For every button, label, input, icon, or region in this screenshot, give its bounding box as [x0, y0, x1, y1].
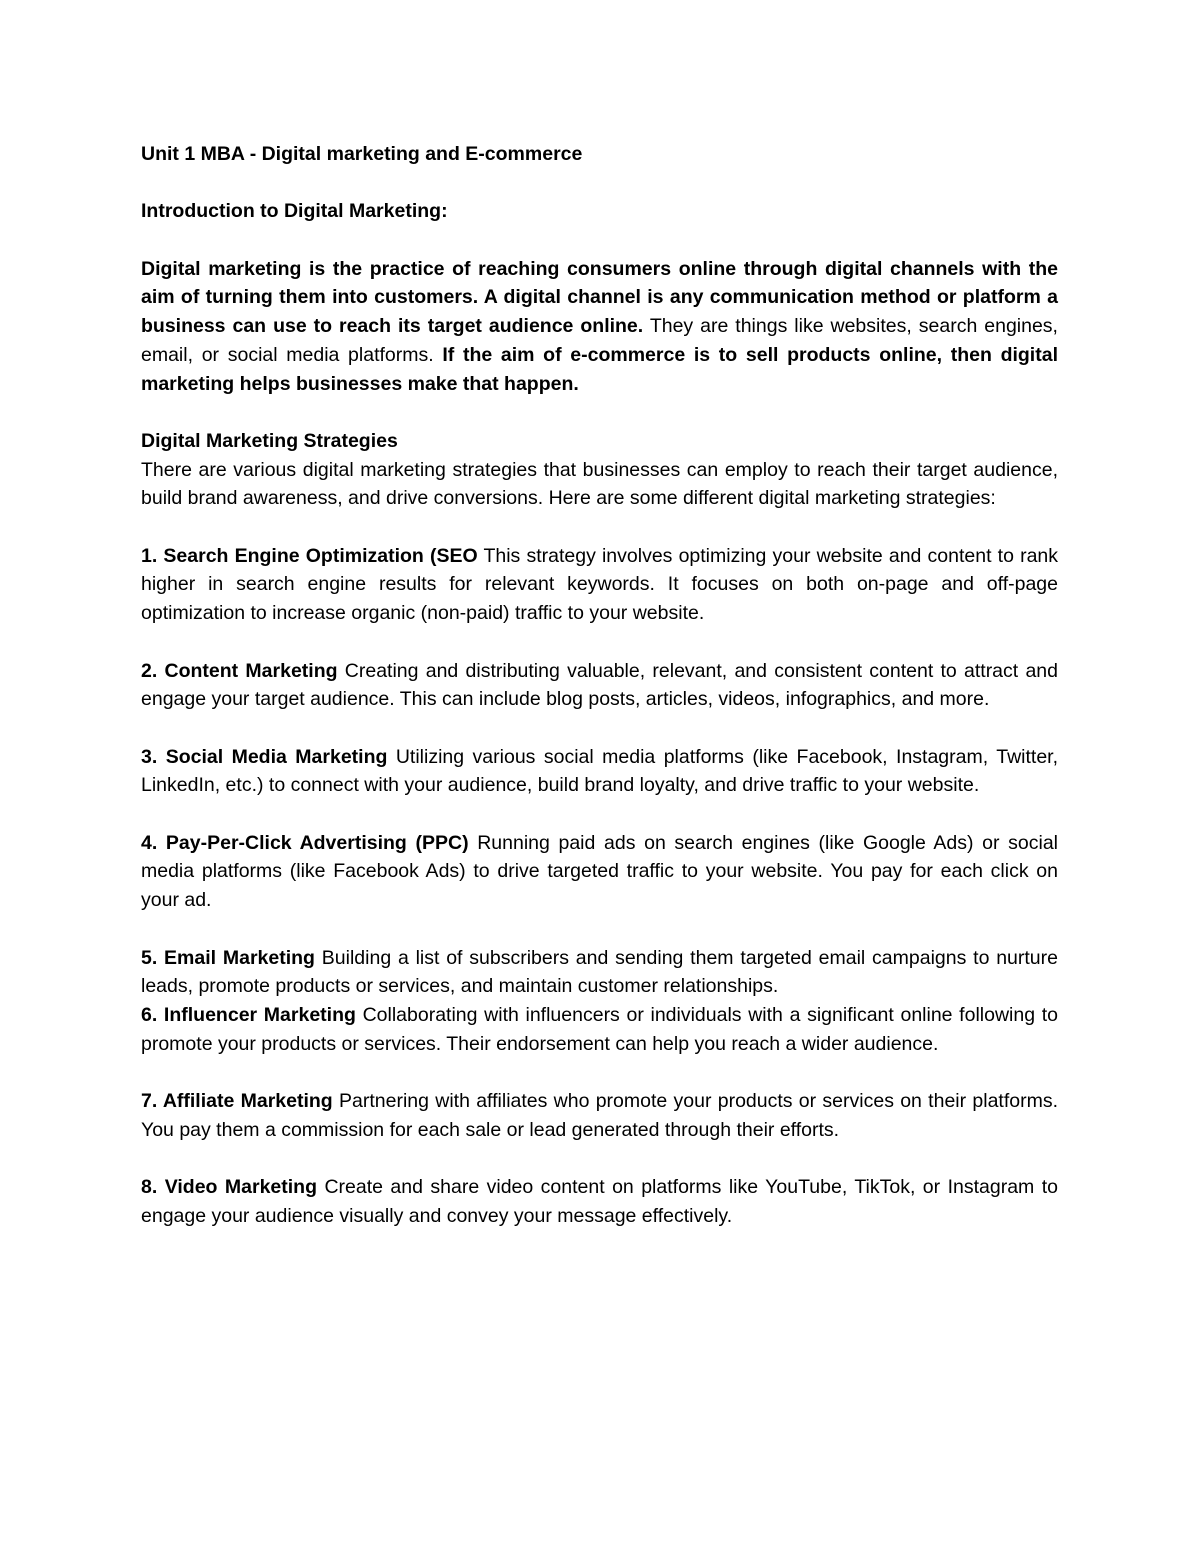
strategies-intro-paragraph: There are various digital marketing strategies that businesses can employ to reach their target audience, build brand awareness, and drive conversions. Here are some different digital marketing strategies: — [141, 458, 1058, 510]
strategy-title: 4. Pay-Per-Click Advertising (PPC) — [141, 831, 469, 854]
strategies-heading: Digital Marketing Strategies — [141, 429, 398, 452]
document-title: Unit 1 MBA - Digital marketing and E-commerce — [141, 143, 583, 165]
document-page — [141, 140, 1058, 1231]
intro-heading: Introduction to Digital Marketing: — [141, 200, 448, 223]
intro-bold-definition: Digital marketing is the practice of reaching consumers online through digital channels with the aim of turning them into customers. A digital channel is any communication method or platform a business can use to reach its target audience online. — [141, 257, 1058, 338]
strategy-text: Creating and distributing valuable, relevant, and consistent content to attract and engage your target audience. This can include blog posts, articles, videos, infographics, and more. — [141, 659, 1058, 711]
spacer — [141, 714, 1058, 743]
strategy-title: 3. Social Media Marketing — [141, 745, 388, 768]
spacer — [141, 513, 1058, 542]
strategy-text: Collaborating with influencers or individuals with a significant online following to promote your products or services. Their endorsement can help you reach a wider audience. — [141, 1003, 1058, 1055]
intro-examples: They are things like websites, search engines, email, or social media platforms. — [141, 315, 1058, 366]
strategy-title: 6. Influencer Marketing — [141, 1003, 356, 1026]
spacer — [141, 398, 1058, 427]
spacer — [141, 915, 1058, 944]
strategy-item-video — [141, 1173, 1058, 1230]
strategy-item-seo — [141, 542, 1058, 628]
strategy-item-email — [141, 944, 1058, 1001]
spacer — [141, 800, 1058, 829]
strategy-title: 1. Search Engine Optimization (SEO — [141, 544, 478, 567]
strategy-item-affiliate — [141, 1087, 1058, 1144]
spacer — [141, 169, 1058, 198]
strategy-item-ppc — [141, 829, 1058, 915]
spacer — [141, 1058, 1058, 1087]
strategy-title: 8. Video Marketing — [141, 1176, 317, 1199]
strategy-text: Building a list of subscribers and sending them targeted email campaigns to nurture leads, promote products or services, and maintain customer relationships. — [141, 946, 1058, 998]
strategy-title: 2. Content Marketing — [141, 659, 338, 682]
intro-paragraph — [141, 255, 1058, 399]
strategy-text: Running paid ads on search engines (like Google Ads) or social media platforms (like Facebook Ads) to drive targeted traffic to your website. You pay for each click on your ad. — [141, 831, 1058, 912]
spacer — [141, 628, 1058, 657]
strategy-text: Partnering with affiliates who promote your products or services on their platforms. You pay them a commission for each sale or lead generated through their efforts. — [141, 1090, 1059, 1141]
strategy-text: This strategy involves optimizing your website and content to rank higher in search engine results for relevant keywords. It focuses on both on-page and off-page optimization to increase organic (non-paid) traffic to your website. — [141, 544, 1059, 625]
strategy-item-social-media — [141, 743, 1058, 800]
strategy-text: Create and share video content on platforms like YouTube, TikTok, or Instagram to engage your audience visually and convey your message effectively. — [141, 1176, 1058, 1227]
strategy-title: 5. Email Marketing — [141, 946, 315, 969]
strategy-item-content — [141, 657, 1058, 714]
spacer — [141, 226, 1058, 255]
strategy-title: 7. Affiliate Marketing — [141, 1090, 333, 1113]
spacer — [141, 1144, 1058, 1173]
intro-bold-conclusion: If the aim of e-commerce is to sell products online, then digital marketing helps businesses make that happen. — [141, 343, 1058, 395]
strategy-item-influencer — [141, 1001, 1058, 1058]
strategy-text: Utilizing various social media platforms (like Facebook, Instagram, Twitter, LinkedIn, etc.) to connect with your audience, build brand loyalty, and drive traffic to your website. — [141, 745, 1059, 797]
